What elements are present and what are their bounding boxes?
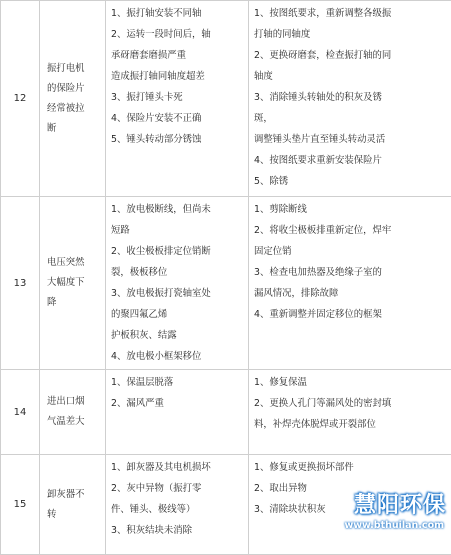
- cause-list-line: 2、漏风严重: [111, 393, 245, 414]
- remedy-list: [249, 1, 451, 197]
- cause-list: [106, 1, 249, 197]
- cause-list-line: 4、放电极小框架移位: [111, 346, 245, 367]
- watermark-url: www.bthuilan.com: [344, 520, 444, 531]
- cause-list-line: 2、灰中异物（振打零: [111, 478, 245, 499]
- table-body: [1, 1, 451, 555]
- cause-list-line: 件、锤头、极线等）: [111, 499, 245, 520]
- fault-phenomenon-line: 振打电机: [47, 59, 102, 79]
- cause-list-line: 造成振打轴同轴度超差: [111, 66, 245, 87]
- cause-list-line: 的聚四氟乙烯: [111, 304, 245, 325]
- cause-list-line: 裂，极板移位: [111, 262, 245, 283]
- cause-list-line: 承砑磨套磨损严重: [111, 45, 245, 66]
- cause-list-line: 3、振打锤头卡死: [111, 87, 245, 108]
- remedy-list-line: 漏风情况，排除故障: [254, 283, 448, 304]
- remedy-list-line: 轴度: [254, 66, 448, 87]
- fault-phenomenon-line: 转: [47, 505, 102, 525]
- remedy-list-line: 1、修复或更换损坏部件: [254, 457, 448, 478]
- cause-list-line: 3、积灰结块未消除: [111, 520, 245, 541]
- remedy-list-line: 斑，: [254, 108, 448, 129]
- remedy-list: [249, 370, 451, 455]
- remedy-list: [249, 455, 451, 555]
- fault-phenomenon-line: 卸灰器不: [47, 485, 102, 505]
- remedy-list-line: 调整锤头垫片直至锤头转动灵活: [254, 129, 448, 150]
- fault-phenomenon-line: 降: [47, 293, 102, 313]
- row-number: 13: [1, 197, 40, 370]
- remedy-list-line: 1、剪除断线: [254, 199, 448, 220]
- cause-list: [106, 197, 249, 370]
- remedy-list-line: 3、检查电加热器及绝缘子室的: [254, 262, 448, 283]
- fault-phenomenon: [40, 370, 106, 455]
- cause-list-line: 2、运转一段时间后，轴: [111, 24, 245, 45]
- watermark-brand: 慧阳环保: [354, 488, 446, 519]
- remedy-list-line: 3、消除锤头转轴处的积灰及锈: [254, 87, 448, 108]
- remedy-list: [249, 197, 451, 370]
- table-row: [1, 370, 451, 455]
- fault-phenomenon: [40, 455, 106, 555]
- fault-phenomenon-line: 断: [47, 119, 102, 139]
- row-number: 15: [1, 455, 40, 555]
- remedy-list-line: 3、清除块状积灰: [254, 499, 448, 520]
- fault-phenomenon-line: 大幅度下: [47, 273, 102, 293]
- remedy-list-line: 料，补焊壳体脱焊或开裂部位: [254, 414, 448, 435]
- fault-phenomenon-line: 进出口烟: [47, 392, 102, 412]
- remedy-list-line: 固定位销: [254, 241, 448, 262]
- table-row: [1, 455, 451, 555]
- cause-list-line: 1、放电极断线，但尚未: [111, 199, 245, 220]
- cause-list-line: 2、收尘极板排定位销断: [111, 241, 245, 262]
- cause-list-line: 3、放电极振打瓷轴室处: [111, 283, 245, 304]
- row-number: 14: [1, 370, 40, 455]
- table-row: [1, 197, 451, 370]
- remedy-list-line: 2、更换砑磨套，检查振打轴的同: [254, 45, 448, 66]
- fault-phenomenon: [40, 1, 106, 197]
- fault-phenomenon-line: 电压突然: [47, 253, 102, 273]
- fault-phenomenon-line: 经常被拉: [47, 99, 102, 119]
- cause-list-line: 1、振打轴安装不同轴: [111, 3, 245, 24]
- remedy-list-line: 2、更换人孔门等漏风处的密封填: [254, 393, 448, 414]
- table-row: [1, 1, 451, 197]
- remedy-list-line: 5、除锈: [254, 171, 448, 192]
- remedy-list-line: 2、取出异物: [254, 478, 448, 499]
- cause-list: [106, 455, 249, 555]
- fault-phenomenon: [40, 197, 106, 370]
- cause-list-line: 护板积灰、结露: [111, 325, 245, 346]
- remedy-list-line: 1、修复保温: [254, 372, 448, 393]
- fault-phenomenon-line: 气温差大: [47, 412, 102, 432]
- cause-list: [106, 370, 249, 455]
- row-number: 12: [1, 1, 40, 197]
- cause-list-line: 1、保温层脱落: [111, 372, 245, 393]
- remedy-list-line: 2、将收尘极板排重新定位，焊牢: [254, 220, 448, 241]
- cause-list-line: 1、卸灰器及其电机损坏: [111, 457, 245, 478]
- cause-list-line: 短路: [111, 220, 245, 241]
- remedy-list-line: 1、按图纸要求，重新调整各级振: [254, 3, 448, 24]
- cause-list-line: 5、锤头转动部分锈蚀: [111, 129, 245, 150]
- remedy-list-line: 4、重新调整并固定移位的框架: [254, 304, 448, 325]
- remedy-list-line: 4、按图纸要求重新安装保险片: [254, 150, 448, 171]
- fault-phenomenon-line: 的保险片: [47, 79, 102, 99]
- remedy-list-line: 打轴的同轴度: [254, 24, 448, 45]
- cause-list-line: 4、保险片安装不正确: [111, 108, 245, 129]
